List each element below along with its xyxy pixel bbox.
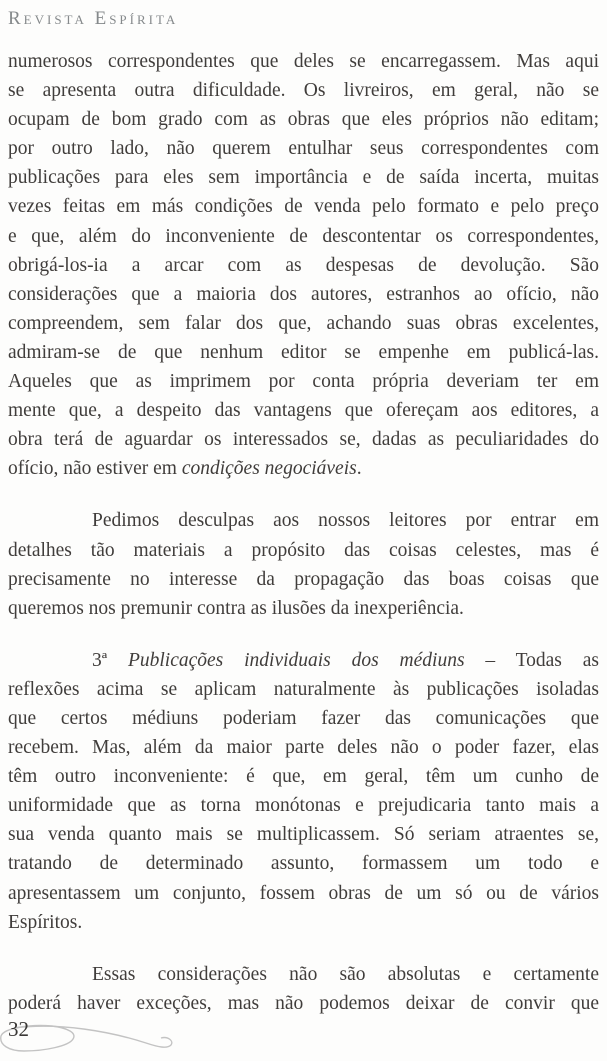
text-line [8, 76, 599, 105]
text-line [8, 565, 599, 594]
text-line [8, 536, 599, 565]
text-line [8, 280, 599, 309]
text-segment: 3ª [92, 649, 128, 671]
text-segment: admiram-se de que nenhum editor se empenhe em publicá-las. [8, 341, 599, 363]
text-line [8, 594, 599, 623]
text-segment: ofício, não estiver em [8, 458, 182, 480]
text-line [8, 222, 599, 251]
text-segment: mente que, a despeito das vantagens que ofereçam aos editores, a [8, 400, 599, 422]
text-segment: queremos nos premunir contra as ilusões da inexperiência. [8, 597, 464, 619]
text-line [8, 733, 599, 762]
paragraph [8, 47, 599, 483]
paragraph [8, 506, 599, 622]
text-line [8, 425, 599, 454]
text-segment: e que, além do inconveniente de descontentar os correspondentes, [8, 225, 599, 247]
text-segment: detalhes tão materiais a propósito das coisas celestes, mas é [8, 539, 599, 561]
text-segment: . [356, 458, 362, 480]
italic-text: Publicações individuais dos médiuns [127, 649, 465, 671]
text-line [8, 506, 599, 535]
text-segment: obra terá de aguardar os interessados se, dadas as peculiaridades do [8, 429, 599, 451]
text-line [8, 454, 599, 483]
text-segment: Espíritos. [8, 911, 83, 933]
text-segment: vezes feitas em más condições de venda pelo formato e pelo preço [8, 196, 599, 218]
text-segment: Pedimos desculpas aos nossos leitores por entrar em [92, 510, 599, 532]
text-line [8, 675, 599, 704]
text-segment: sua venda quanto mais se multiplicassem. Só seriam atraentes se, [8, 824, 599, 846]
text-line [8, 134, 599, 163]
text-line [8, 47, 599, 76]
text-line [8, 908, 599, 937]
text-segment: numerosos correspondentes que deles se encarregassem. Mas aqui [8, 51, 599, 72]
text-line [8, 163, 599, 192]
text-segment: que certos médiuns poderiam fazer das comunicações que [8, 707, 599, 729]
text-line [8, 879, 599, 908]
text-line [8, 367, 599, 396]
text-line [8, 849, 599, 878]
text-segment: apresentassem um conjunto, fossem obras de um só ou de vários [8, 882, 599, 904]
text-segment: recebem. Mas, além da maior parte deles não o poder fazer, elas [8, 737, 599, 759]
italic-text: condições negociáveis [181, 458, 357, 480]
text-line [8, 820, 599, 849]
text-segment: ocupam de bom grado com as obras que eles próprios não editam; [8, 109, 599, 131]
text-segment: – Todas as [464, 649, 599, 671]
text-line [8, 791, 599, 820]
text-line [8, 338, 599, 367]
text-segment: por outro lado, não querem entulhar seus correspondentes com [8, 138, 599, 160]
page-number: 32 [8, 1017, 29, 1041]
page-text [8, 47, 599, 1041]
page-footer [0, 1014, 607, 1061]
text-segment: obrigá-los-ia a arcar com as despesas de devolução. São [8, 254, 599, 276]
flourish-icon [0, 1016, 200, 1061]
paragraph [8, 646, 599, 937]
text-segment: precisamente no interesse da propagação das boas coisas que [8, 568, 599, 590]
text-line [8, 105, 599, 134]
text-line [8, 762, 599, 791]
text-segment: poderá haver exceções, mas não podemos deixar de convir que [8, 992, 599, 1014]
paragraph [8, 960, 599, 1018]
text-segment: considerações que a maioria dos autores, estranhos ao ofício, não [8, 283, 599, 305]
running-header: Revista Espírita [8, 8, 179, 29]
text-segment: publicações para eles sem importância e de saída incerta, muitas [8, 167, 599, 189]
text-segment: reflexões acima se aplicam naturalmente às publicações isoladas [8, 678, 599, 700]
text-line [8, 396, 599, 425]
text-segment: têm outro inconveniente: é que, em geral, têm um cunho de [8, 766, 599, 788]
text-line [8, 192, 599, 221]
text-line [8, 251, 599, 280]
text-line [8, 960, 599, 989]
text-segment: se apresenta outra dificuldade. Os livreiros, em geral, não se [8, 80, 599, 102]
text-line [8, 646, 599, 675]
text-line [8, 309, 599, 338]
text-segment: Aqueles que as imprimem por conta própria deveriam ter em [8, 371, 599, 393]
text-segment: Essas considerações não são absolutas e certamente [92, 963, 599, 985]
text-segment: compreendem, sem falar dos que, achando suas obras excelentes, [8, 312, 599, 334]
text-segment: uniformidade que as torna monótonas e prejudicaria tanto mais a [8, 795, 599, 817]
text-segment: tratando de determinado assunto, formassem um todo e [8, 853, 599, 875]
text-line [8, 704, 599, 733]
